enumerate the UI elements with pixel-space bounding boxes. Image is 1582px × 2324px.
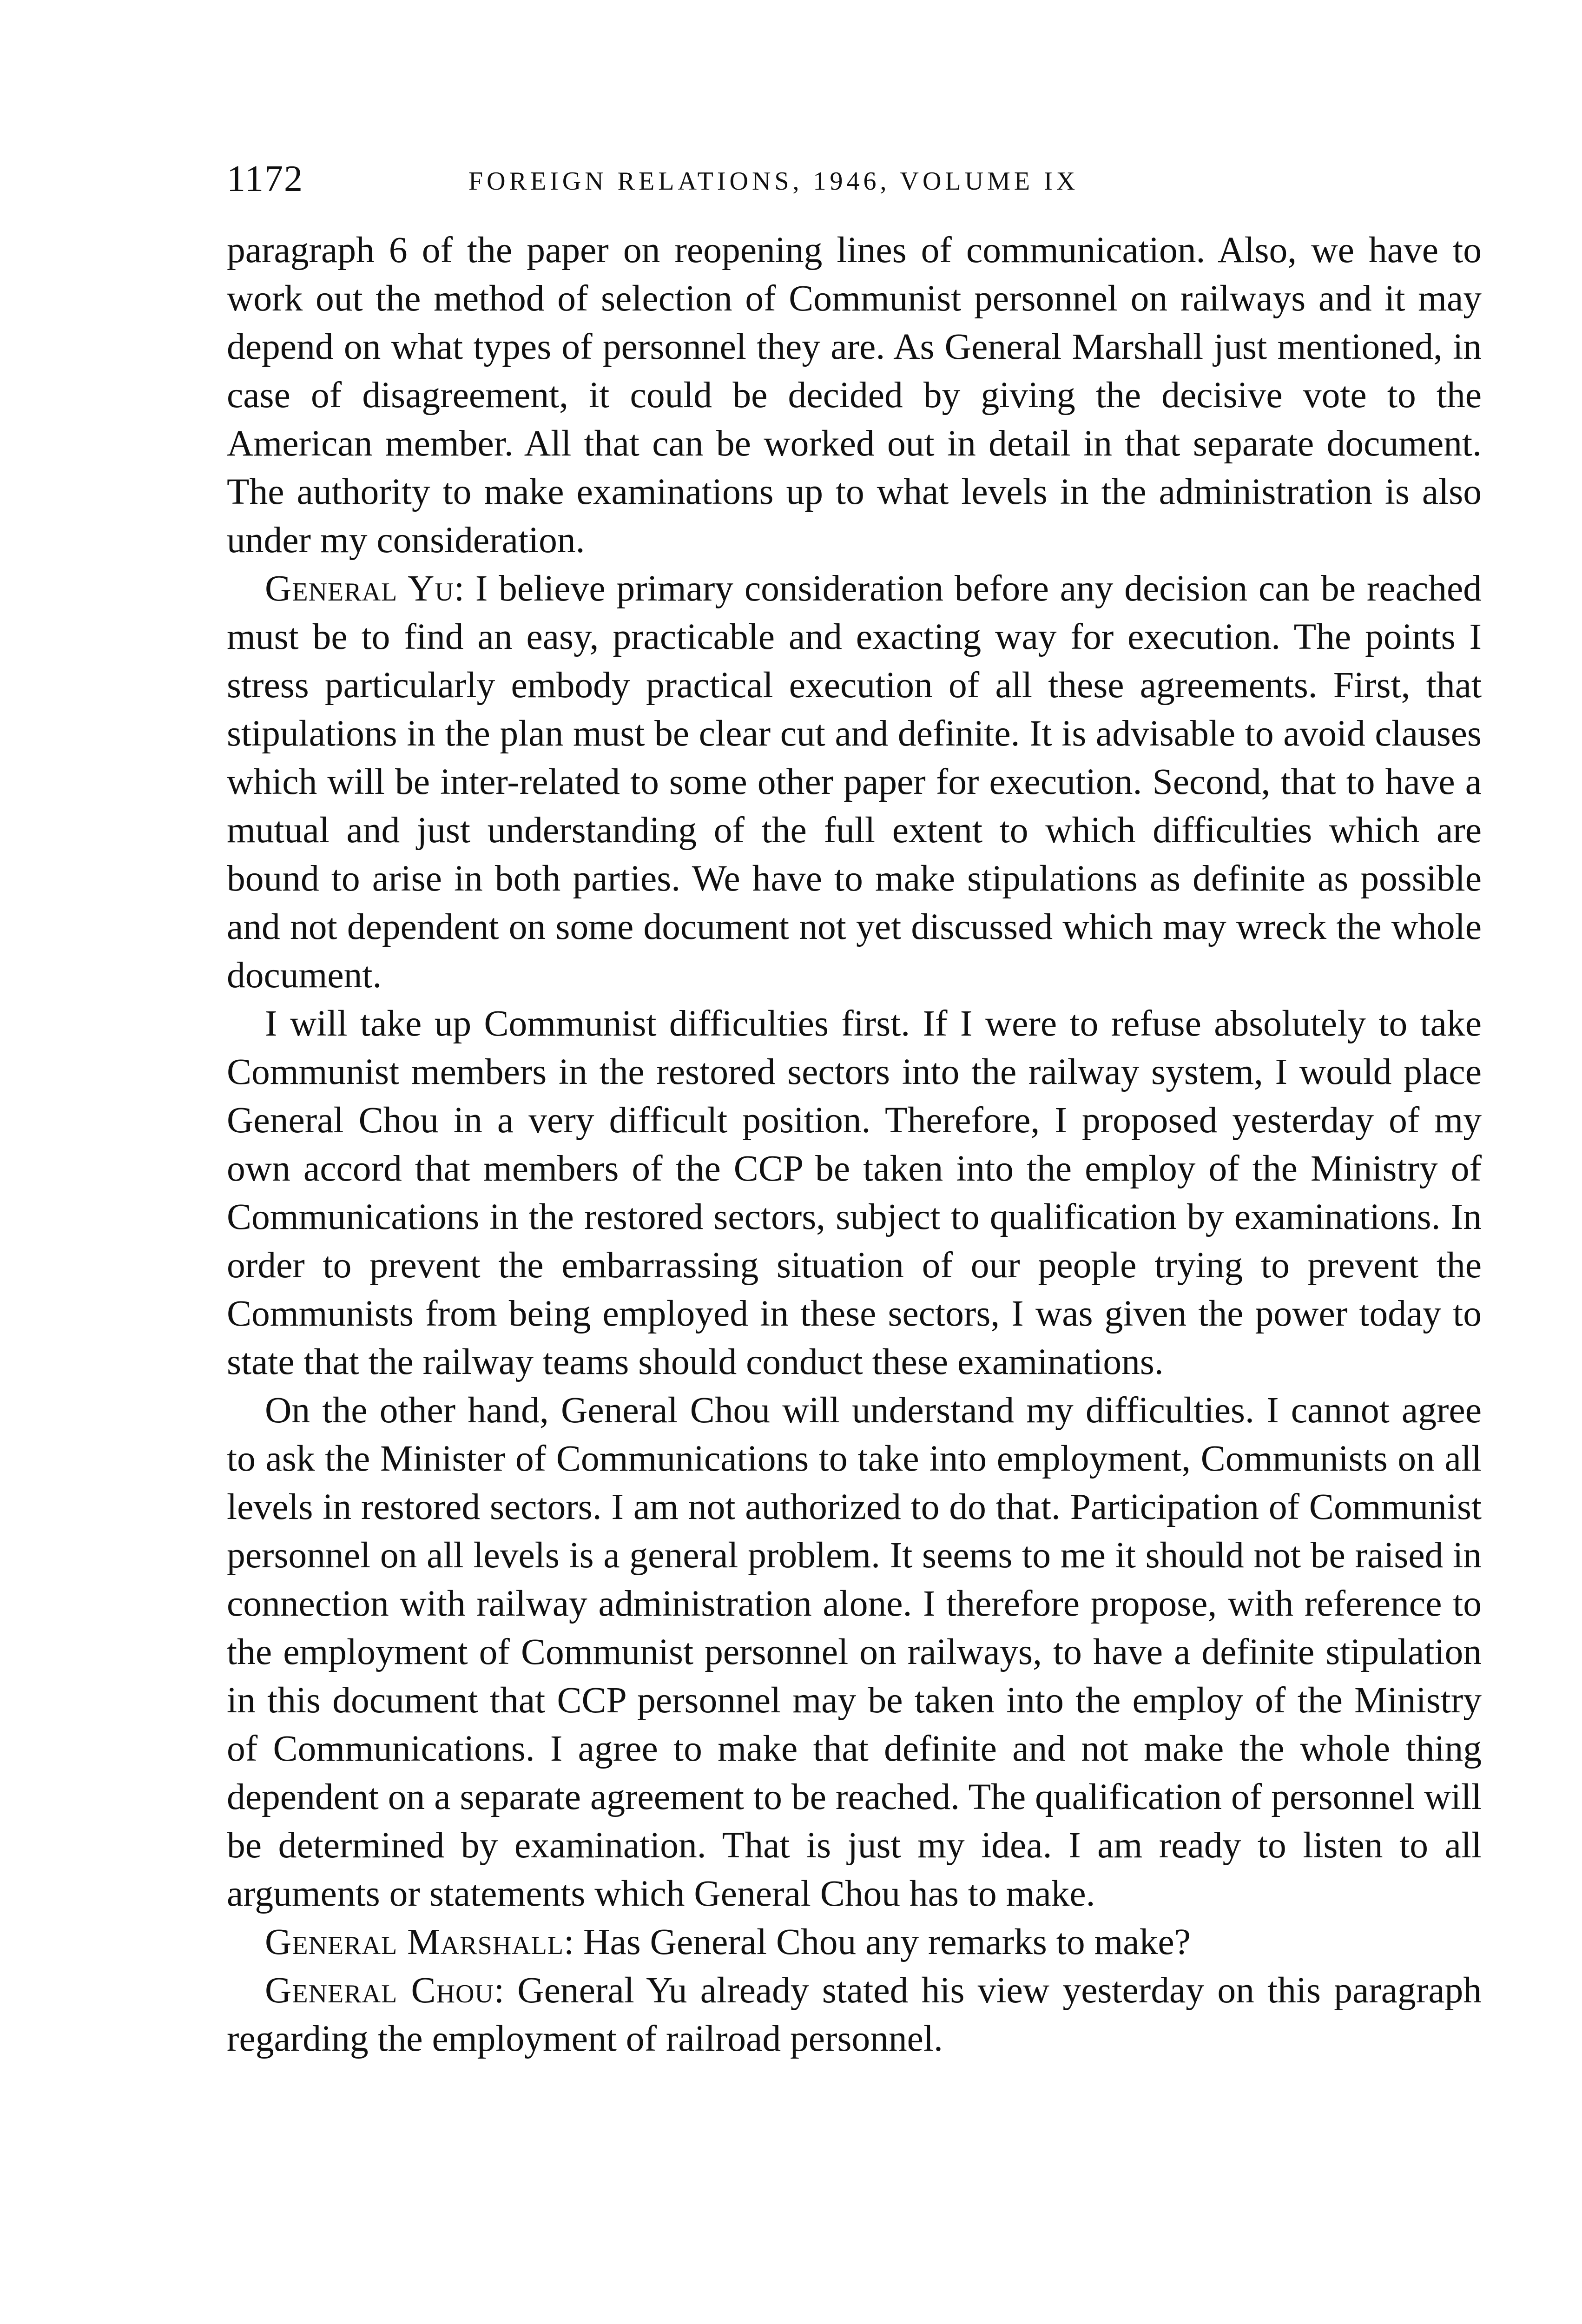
body-text bbox=[227, 226, 1482, 2063]
running-head bbox=[227, 156, 1482, 211]
paragraph-text: paragraph 6 of the paper on reopening lines of communication. Also, we have to work out the method of selection of Communist personnel on railways and it may depend on what types of personnel they are. As General Marshall just mentioned, in case of disagreement, it could be decided by giving the decisive vote to the American member. All that can be worked out in detail in that separate document. The authority to make examinations up to what levels in the administration is also under my consideration. bbox=[227, 230, 1482, 561]
paragraph-text: : Has General Chou any remarks to make? bbox=[564, 1921, 1191, 1962]
running-title: FOREIGN RELATIONS, 1946, VOLUME IX bbox=[468, 167, 1079, 196]
paragraph-6 bbox=[227, 1966, 1482, 2063]
page-number: 1172 bbox=[227, 158, 304, 199]
paragraph-3 bbox=[227, 999, 1482, 1386]
paragraph-text: On the other hand, General Chou will understand my difficulties. I cannot agree to ask the Minister of Communications to take into employment, Communists on all levels in restored sectors. I am not authorized to do that. Participation of Communist personnel on all levels is a general problem. It seems to me it should not be raised in connection with railway administration alone. I therefore propose, with reference to the employment of Communist personnel on railways, to have a definite stipulation in this document that CCP personnel may be taken into the employ of the Ministry of Communications. I agree to make that definite and not make the whole thing dependent on a separate agreement to be reached. The qualification of personnel will be determined by examination. That is just my idea. I am ready to listen to all arguments or statements which General Chou has to make. bbox=[227, 1390, 1482, 1914]
paragraph-1 bbox=[227, 226, 1482, 564]
paragraph-text: I will take up Communist difficulties first. If I were to refuse absolutely to take Communist members in the restored sectors into the railway system, I would place General Chou in a very difficult position. Therefore, I proposed yesterday of my own accord that members of the CCP be taken into the employ of the Ministry of Communications in the restored sectors, subject to qualification by examinations. In order to prevent the embarrassing situation of our people trying to prevent the Communists from being employed in these sectors, I was given the power today to state that the railway teams should conduct these examinations. bbox=[227, 1003, 1482, 1382]
paragraph-4 bbox=[227, 1386, 1482, 1918]
speaker-label: General Marshall bbox=[265, 1921, 564, 1962]
paragraph-text: : General Yu already stated his view yesterday on this paragraph regarding the employment of railroad personnel. bbox=[227, 1970, 1482, 2059]
paragraph-5 bbox=[227, 1918, 1482, 1966]
speaker-label: General Yu bbox=[265, 568, 454, 609]
paragraph-2 bbox=[227, 564, 1482, 999]
speaker-label: General Chou bbox=[265, 1970, 494, 2011]
paragraph-text: : I believe primary consideration before any decision can be reached must be to find an easy, practicable and exacting way for execution. The points I stress particularly embody practical execution of all these agreements. First, that stipulations in the plan must be clear cut and definite. It is advisable to avoid clauses which will be inter-related to some other paper for execution. Second, that to have a mutual and just understanding of the full extent to which difficulties which are bound to arise in both parties. We have to make stipulations as definite as possible and not dependent on some document not yet discussed which may wreck the whole document. bbox=[227, 568, 1482, 996]
